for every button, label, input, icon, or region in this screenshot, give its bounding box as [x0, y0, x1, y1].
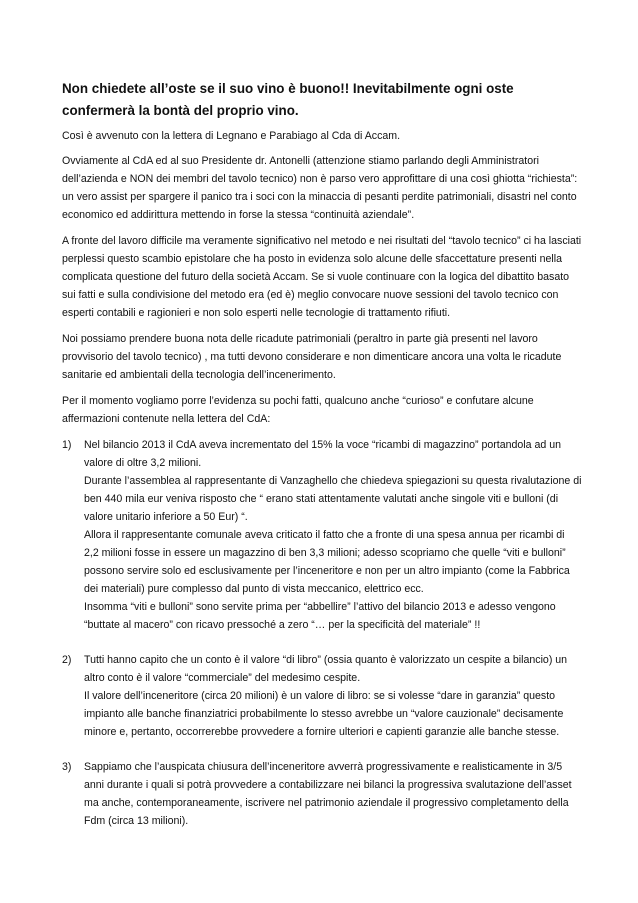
list-item-1	[62, 436, 582, 634]
list-item-line: Allora il rappresentante comunale aveva criticato il fatto che a fronte di una spesa annua per ricambi di 2,2 milioni fosse in essere un magazzino di ben 3,3 milioni; adesso scopriamo che quelle “viti e bulloni” possono servire solo ed esclusivamente per l’inceneritore e non per un altro impianto (come la Fabbrica dei materiali) pure complesso dal punto di vista meccanico, elettrico ecc.	[84, 529, 570, 595]
paragraph-2: A fronte del lavoro difficile ma veramente significativo nel metodo e nei risultati del “tavolo tecnico” ci ha lasciati perplessi questo scambio epistolare che ha posto in evidenza solo alcune delle sfaccettature presenti nella complicata questione del futuro della società Accam. Se si vuole continuare con la logica del dibattito basato sui fatti e sulla condivisione del metodo era (ed è) meglio convocare nuove sessioni del tavolo tecnico con esperti contabili e ragionieri e non solo esperti nelle tecnologie di trattamento rifiuti.	[62, 235, 582, 319]
list-item-line: Insomma “viti e bulloni” sono servite prima per “abbellire” l’attivo del bilancio 2013 e adesso vengono “buttate al macero” con ricavo pressoché a zero “… per la specificità del materiale” !!	[84, 601, 556, 631]
document-title: Non chiedete all’oste se il suo vino è buono!! Inevitabilmente ogni oste confermerà la bontà del proprio vino.	[62, 81, 514, 118]
paragraph-3: Noi possiamo prendere buona nota delle ricadute patrimoniali (peraltro in parte già presenti nel lavoro provvisorio del tavolo tecnico) , ma tutti devono considerare e non dimenticare ancora una volta le ricadute sanitarie ed ambientali della tecnologia dell’incenerimento.	[62, 333, 562, 381]
paragraph-1: Ovviamente al CdA ed al suo Presidente dr. Antonelli (attenzione stiamo parlando degli Amministratori dell’azienda e NON dei membri del tavolo tecnico) non è parso vero approfittare di una così ghiotta “richiesta”: un vero assist per spargere il panico tra i soci con la minaccia di pesanti perdite patrimoniali, disastri nel conto economico ed addirittura mettendo in forse la stessa “continuità aziendale”.	[62, 155, 578, 221]
document-page	[62, 78, 582, 847]
list-item-2	[62, 651, 582, 741]
intro-line: Così è avvenuto con la lettera di Legnano e Parabiago al Cda di Accam.	[62, 130, 401, 142]
list-item-line: Nel bilancio 2013 il CdA aveva incrementato del 15% la voce “ricambi di magazzino” portandola ad un valore di oltre 3,2 milioni.	[84, 439, 561, 469]
list-number: 2)	[62, 654, 72, 666]
numbered-list	[62, 436, 582, 830]
list-item-line: Il valore dell’inceneritore (circa 20 milioni) è un valore di libro: se si volesse “dare in garanzia” questo impianto alle banche finanziatrici probabilmente lo stesso avrebbe un “valore cauzionale” decisamente minore e, pertanto, occorrerebbe provvedere a fornire ulteriori e capienti garanzie alle banche stesse.	[84, 690, 564, 738]
paragraph-4: Per il momento vogliamo porre l’evidenza su pochi fatti, qualcuno anche “curioso” e confutare alcune affermazioni contenute nella lettera del CdA:	[62, 395, 534, 425]
list-item-line: Durante l’assemblea al rappresentante di Vanzaghello che chiedeva spiegazioni su questa rivalutazione di ben 440 mila eur veniva risposto che “ erano stati attentamente valutati anche singole viti e bulloni (di valore unitario inferiore a 50 Eur) “.	[84, 475, 582, 523]
list-number: 1)	[62, 439, 72, 451]
list-number: 3)	[62, 761, 72, 773]
list-item-line: Sappiamo che l’auspicata chiusura dell’inceneritore avverrà progressivamente e realisticamente in 3/5 anni durante i quali si potrà provvedere a contabilizzare nei bilanci la progressiva svalutazione dell’asset ma anche, contemporaneamente, iscrivere nel patrimonio aziendale il progressivo completamento della Fdm (circa 13 milioni).	[84, 761, 572, 827]
list-item-3	[62, 758, 582, 830]
list-item-line: Tutti hanno capito che un conto è il valore “di libro” (ossia quanto è valorizzato un cespite a bilancio) un altro conto è il valore “commerciale” del medesimo cespite.	[84, 654, 568, 684]
